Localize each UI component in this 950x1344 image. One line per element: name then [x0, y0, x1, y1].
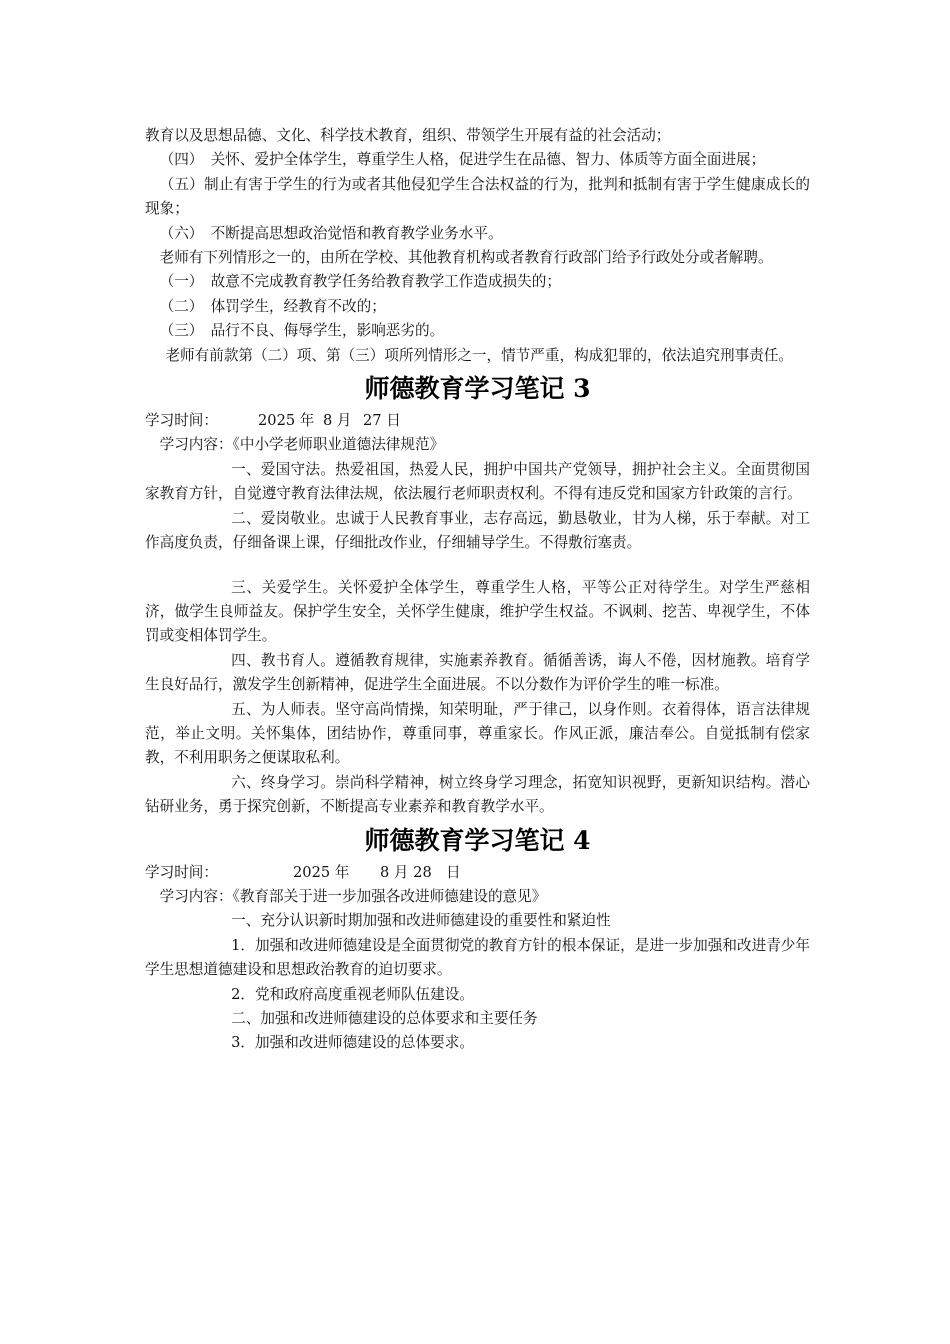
year: 2025 年	[258, 412, 315, 430]
paragraph: 三、关爱学生。关怀爱护全体学生，尊重学生人格，平等公正对待学生。对学生严慈相济，做学生良师益友。保护学生安全，关怀学生健康，维护学生权益。不讽刺、挖苦、卑视学生，不体罚或变相体罚学生。	[145, 578, 810, 645]
paragraph: 五、为人师表。坚守高尚情操，知荣明耻，严于律己，以身作则。衣着得体，语言法律规范，举止文明。关怀集体，团结协作，尊重同事，尊重家长。作风正派，廉洁奉公。自觉抵制有偿家教，不利用职务之便谋取私利。	[145, 700, 810, 767]
note4-study-time	[145, 861, 810, 885]
time-label: 学习时间：	[145, 863, 218, 881]
list-item: （六） 不断提高思想政治觉悟和教育教学业务水平。	[159, 224, 503, 242]
paragraph: 2．党和政府高度重视老师队伍建设。	[231, 985, 474, 1003]
paragraph: 一、充分认识新时期加强和改进师德建设的重要性和紧迫性	[231, 912, 611, 930]
year: 2025 年	[293, 863, 350, 881]
paragraph: 一、爱国守法。热爱祖国，热爱人民，拥护中国共产党领导，拥护社会主义。全面贯彻国家教育方针，自觉遵守教育法律法规，依法履行老师职责权利。不得有违反党和国家方针政策的言行。	[145, 460, 810, 503]
day: 27 日	[363, 412, 401, 430]
note4-title: 师德教育学习笔记 4	[364, 825, 591, 855]
list-item: （三） 品行不良、侮辱学生，影响恶劣的。	[159, 322, 445, 340]
paragraph: 四、教书育人。遵循教育规律，实施素养教育。循循善诱，诲人不倦，因材施教。培育学生良好品行，激发学生创新精神，促进学生全面进展。不以分数作为评价学生的唯一标准。	[145, 651, 810, 694]
note3-title: 师德教育学习笔记 3	[364, 374, 591, 404]
month: 8 月 28	[380, 863, 432, 881]
document-page	[145, 124, 810, 1056]
day: 日	[446, 863, 461, 881]
paragraph: 老师有下列情形之一的，由所在学校、其他教育机构或者教育行政部门给予行政处分或者解聘。	[159, 249, 773, 267]
note4-content: 学习内容：《教育部关于进一步加强各改进师德建设的意见》	[159, 887, 547, 905]
paragraph: 二、加强和改进师德建设的总体要求和主要任务	[231, 1010, 538, 1027]
paragraph: 六、终身学习。崇尚科学精神，树立终身学习理念，拓宽知识视野，更新知识结构。潜心钻研业务，勇于探究创新，不断提高专业素养和教育教学水平。	[145, 773, 810, 816]
paragraph: 二、爱岗敬业。忠诚于人民教育事业，志存高远，勤恳敬业，甘为人梯，乐于奉献。对工作高度负责，仔细备课上课，仔细批改作业，仔细辅导学生。不得敷衍塞责。	[145, 509, 810, 552]
time-label: 学习时间：	[145, 412, 218, 430]
month: 8 月	[323, 412, 352, 430]
paragraph: 1．加强和改进师德建设是全面贯彻党的教育方针的根本保证，是进一步加强和改进青少年学生思想道德建设和思想政治教育的迫切要求。	[145, 936, 810, 979]
note3-study-time	[145, 409, 810, 433]
list-item: （二） 体罚学生，经教育不改的；	[159, 297, 386, 315]
list-item: （一） 故意不完成教育教学任务给教育教学工作造成损失的；	[159, 273, 561, 291]
paragraph: 3．加强和改进师德建设的总体要求。	[231, 1034, 474, 1052]
paragraph: 教育以及思想品德、文化、科学技术教育，组织、带领学生开展有益的社会活动；	[145, 127, 671, 144]
paragraph: 老师有前款第（二）项、第（三）项所列情形之一，情节严重，构成犯罪的，依法追究刑事责任。	[165, 346, 793, 364]
list-item: （五）制止有害于学生的行为或者其他侵犯学生合法权益的行为，批判和抵制有害于学生健康成长的现象；	[145, 175, 810, 218]
note3-content: 学习内容：《中小学老师职业道德法律规范》	[159, 436, 445, 454]
list-item: （四） 关怀、爱护全体学生，尊重学生人格，促进学生在品德、智力、体质等方面全面进展；	[159, 151, 766, 169]
